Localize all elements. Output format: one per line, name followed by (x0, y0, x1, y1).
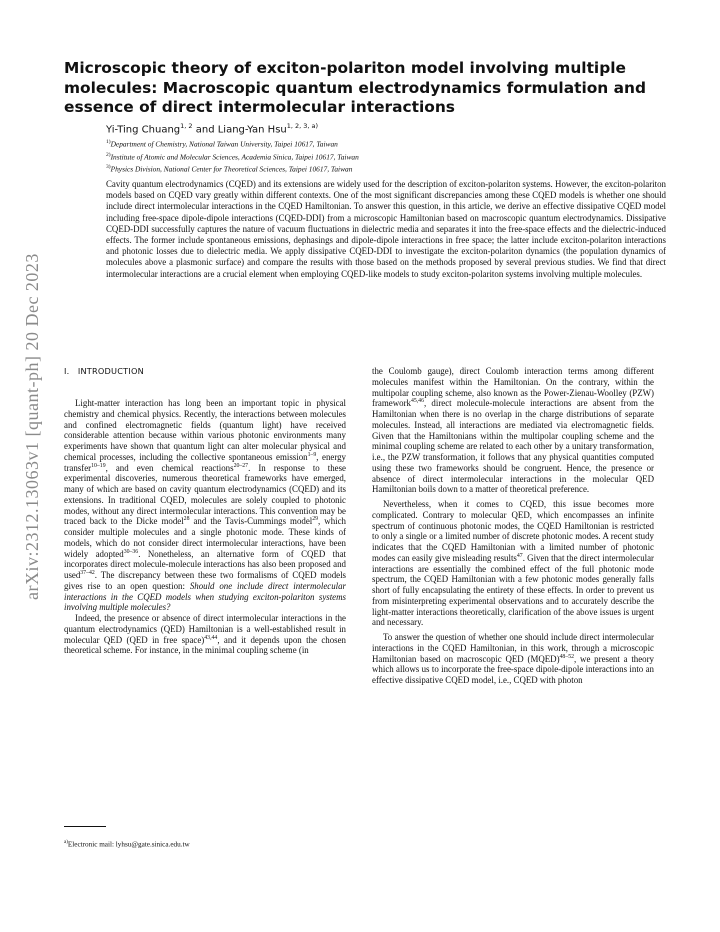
section-number: I. (64, 366, 70, 376)
footnote-mark: a) (64, 840, 68, 845)
footnote-text: Electronic mail: lyhsu@gate.sinica.edu.tw (67, 840, 190, 849)
citation-mark: 29 (312, 516, 319, 523)
text-run: , and even chemical reactions (105, 462, 234, 473)
footnote (64, 840, 190, 848)
affiliation-text: Physics Division, National Center for Theoretical Sciences, Taipei 10617, Taiwan (110, 164, 353, 174)
text-run: the Coulomb gauge), direct Coulomb interaction terms among different molecules manifest within the Hamiltonian. On the contrary, within the multipolar coupling scheme, also known as the Power-Zienau-Woolley (PZW) framework (372, 366, 654, 409)
affiliation-mark: 3) (106, 164, 111, 171)
author-affiliation-marks: 1, 2, 3, a) (286, 122, 319, 130)
affiliation-mark: 2) (106, 151, 111, 158)
arxiv-identifier-stamp: arXiv:2312.13063v1 [quant-ph] 20 Dec 2023 (22, 253, 42, 600)
text-run: . Nonetheless, an alternative form of CQED that incorporates direct molecule-molecule interactions has also been proposed and used (64, 548, 346, 580)
text-run: Nevertheless, when it comes to CQED, this issue becomes more complicated. Contrary to molecular QED, which encompasses an infinite spectrum of continuous photonic modes, the CQED Hamiltonian is restricted to only a single or a limited number of discrete photonic modes. A recent study indicates that the CQED Hamiltonian with a limited number of photonic modes can easily give misleading results (372, 499, 654, 563)
author-name: Liang-Yan Hsu (217, 124, 287, 136)
author-list (106, 122, 666, 135)
citation-mark: 20–27 (233, 462, 249, 469)
right-column (372, 366, 654, 686)
citation-mark: 48–52 (559, 653, 575, 660)
author-affiliation-marks: 1, 2 (180, 122, 193, 130)
text-run: , energy transfer (64, 451, 346, 473)
affiliation-text: Department of Chemistry, National Taiwan University, Taipei 10617, Taiwan (110, 139, 338, 149)
affiliation (106, 162, 666, 175)
text-run: To answer the question of whether one should include direct intermolecular interactions in the CQED Hamiltonian, in this work, through a microscopic Hamiltonian based on macroscopic QED (MQED) (372, 632, 654, 664)
citation-mark: 10–19 (91, 462, 106, 469)
text-run: Light-matter interaction has long been an important topic in physical chemistry and chemical physics. Recently, the interactions between molecules and confined electromagnetic fields (quantum light) have received considerable attention because within various photonic environments many experiments have shown that quantum light can alter molecular physical and chemical processes, including the collective spontaneous emission (64, 398, 346, 462)
affiliation-text: Institute of Atomic and Molecular Sciences, Academia Sinica, Taipei 10617, Taiwan (110, 152, 359, 162)
citation-mark: 47 (516, 552, 523, 559)
citation-mark: 45,46 (410, 398, 424, 405)
text-run: and the Tavis-Cummings model (189, 516, 313, 527)
citation-mark: 1–9 (307, 451, 317, 458)
affiliation-list (106, 137, 666, 175)
paragraph (372, 499, 654, 628)
text-run: , direct molecule-molecule interactions are absent from the Hamiltonian when there is no overlap in the charge distributions of separate molecules. Instead, all interactions are mediated via electromagnetic fields. Given that the Hamiltonians within the multipolar coupling scheme and the minimal coupling scheme are related to each other by a unitary transformation, i.e., the PZW transformation, it follows that any physical quantities computed using these two frameworks should be congruent. Hence, the presence or absence of direct intermolecular interactions in the molecular QED Hamiltonian boils down to a matter of theoretical preference. (372, 398, 654, 495)
paragraph (372, 366, 654, 495)
affiliation (106, 137, 666, 150)
citation-mark: 28 (183, 516, 190, 523)
text-run: , which consider multiple molecules and a single photonic mode. These kinds of models, which do not consider direct intermolecular interactions, have been widely adopted (64, 516, 346, 559)
paragraph (64, 613, 346, 656)
paper-title: Microscopic theory of exciton-polariton model involving multiple molecules: Macroscopic quantum electrodynamics formulation and essence of direct intermolecular interactions (64, 59, 646, 116)
emphasized-text: Should one include direct intermolecular interactions in the CQED models when studying exciton-polariton systems involving multiple molecules? (64, 580, 346, 613)
abstract: Cavity quantum electrodynamics (CQED) and its extensions are widely used for the description of exciton-polariton systems. However, the exciton-polariton models based on CQED vary greatly within different contexts. One of the most significant discrepancies among these CQED models is whether one should include direct intermolecular interactions in the CQED Hamiltonian. To answer this question, in this article, we derive an effective dissipative CQED model including free-space dipole-dipole interactions (CQED-DDI) from a microscopic Hamiltonian based on macroscopic quantum electrodynamics. Dissipative CQED-DDI successfully captures the nature of vacuum fluctuations in dielectric media and separates it into the free-space effects and the dielectric-induced effects. The former include spontaneous emissions, dephasings and dipole-dipole interactions in free space; the latter include exciton-polariton interactions and photonic losses due to dielectric media. We apply dissipative CQED-DDI to investigate the exciton-polariton dynamics (the population dynamics of molecules above a plasmonic surface) and compare the results with those based on the methods proposed by several previous studies. We find that direct intermolecular interactions are a crucial element when employing CQED-like models to study exciton-polariton systems involving multiple molecules. (106, 179, 666, 279)
citation-mark: 37–42 (80, 570, 95, 577)
text-run: Indeed, the presence or absence of direct intermolecular interactions in the quantum electrodynamics (QED) Hamiltonian is a well-established result in molecular QED (QED in free space) (64, 613, 346, 645)
left-column (64, 398, 346, 656)
affiliation-mark: 1) (106, 139, 111, 145)
text-run: . In response to these experimental discoveries, numerous theoretical frameworks have emerged, many of which are based on cavity quantum electrodynamics (CQED) and its extensions. In traditional CQED, molecules are solely coupled to photonic modes, without any direct intermolecular interactions. This convention may be traced back to the Dicke model (64, 462, 346, 527)
paragraph (372, 632, 654, 686)
text-run: , we present a theory which allows us to incorporate the free-space dipole-dipole interactions into an effective dissipative CQED model, i.e., CQED with photon (372, 653, 654, 685)
footnote-rule (64, 826, 106, 827)
paragraph (64, 398, 346, 613)
author-joiner: and (192, 124, 218, 136)
author-name: Yi-Ting Chuang (106, 124, 181, 136)
text-run: , and it depends upon the chosen theoretical scheme. For instance, in the minimal coupling scheme (in (64, 634, 346, 656)
affiliation (106, 150, 666, 163)
citation-mark: 43,44 (204, 634, 218, 641)
section-title: INTRODUCTION (77, 366, 144, 376)
section-heading (64, 366, 144, 376)
text-run: . Given that the direct intermolecular interactions are essentially the combined effect of the full photonic mode spectrum, the CQED Hamiltonian with a few photonic modes generally falls short of fully encapsulating the entirety of these effects. In order to prevent us from misinterpreting experimental observations and to accurately describe the light-matter interactions theoretically, clarification of the above issues is urgent and necessary. (372, 552, 654, 628)
text-run: . The discrepancy between these two formalisms of CQED models gives rise to an open question: (64, 570, 346, 591)
citation-mark: 30–36 (123, 548, 139, 555)
